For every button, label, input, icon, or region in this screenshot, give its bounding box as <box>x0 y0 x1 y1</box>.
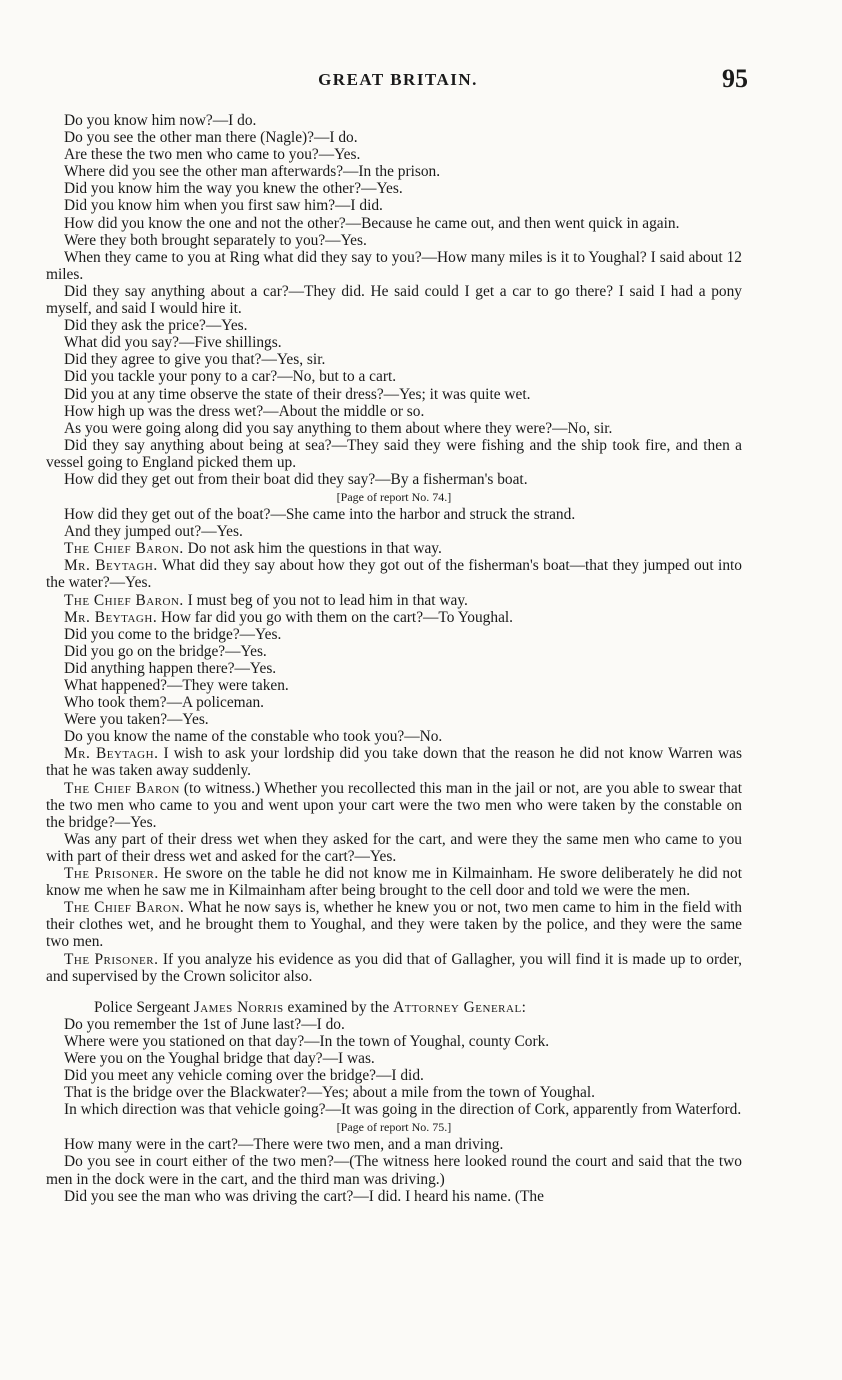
text-line: Were you on the Youghal bridge that day?—I was. <box>64 1049 375 1067</box>
speaker-name: The Chief Baron. <box>64 540 184 558</box>
text-line: Did they say anything about being at sea?—They said they were fishing and the ship took fire, and then a vessel going to England picked them up. <box>46 436 742 471</box>
text-line: Are these the two men who came to you?—Yes. <box>64 146 361 164</box>
text-line: Do you remember the 1st of June last?—I do. <box>64 1015 345 1033</box>
text-line: Did you at any time observe the state of their dress?—Yes; it was quite wet. <box>64 385 531 403</box>
speaker-text: Do not ask him the questions in that way. <box>183 540 442 558</box>
text-line: What did you say?—Five shillings. <box>64 334 282 352</box>
speaker-line <box>46 780 742 831</box>
speaker-name: The Chief Baron <box>64 779 180 797</box>
speaker-name: Mr. Beytagh. <box>64 608 158 626</box>
text-line: How many were in the cart?—There were two men, and a man driving. <box>64 1136 504 1154</box>
text-line: In which direction was that vehicle going?—It was going in the direction of Cork, apparently from Waterford. <box>64 1101 742 1119</box>
text-line: Did you see the man who was driving the cart?—I did. I heard his name. (The <box>64 1187 544 1205</box>
text-line: Was any part of their dress wet when they asked for the cart, and were they the same men who came to you with part of their dress wet and asked for the cart?—Yes. <box>46 830 742 865</box>
text-line: And they jumped out?—Yes. <box>64 523 243 541</box>
speaker-name: The Chief Baron. <box>64 591 184 609</box>
text-line: Did you know him when you first saw him?—I did. <box>64 197 383 215</box>
text-line: Did you know him the way you knew the other?—Yes. <box>64 180 403 198</box>
speaker-text: I wish to ask your lordship did you take down that the reason he did not know Warren was that he was taken away suddenly. <box>46 745 742 780</box>
speaker-text: What did they say about how they got out of the fisherman's boat—that they jumped out into the water?—Yes. <box>46 557 742 592</box>
text-line: Were they both brought separately to you?—Yes. <box>64 231 367 249</box>
text-line: When they came to you at Ring what did they say to you?—How many miles is it to Youghal? I said about 12 miles. <box>46 248 742 283</box>
text-line: Where were you stationed on that day?—In the town of Youghal, county Cork. <box>64 1032 550 1050</box>
text-line: Do you see in court either of the two men?—(The witness here looked round the court and said that the two men in the dock were in the cart, and the third man was driving.) <box>46 1153 742 1188</box>
speaker-line <box>46 865 742 899</box>
text-line: Did they ask the price?—Yes. <box>64 317 248 335</box>
speaker-line <box>46 592 742 609</box>
speaker-line <box>46 899 742 950</box>
text-line: Where did you see the other man afterwards?—In the prison. <box>64 163 441 181</box>
speaker-line <box>46 609 742 626</box>
page-reference: [Page of report No. 75.] <box>336 1120 452 1135</box>
speaker-line <box>46 745 742 779</box>
text-line: How did they get out of the boat?—She came into the harbor and struck the strand. <box>64 506 576 524</box>
running-head: GREAT BRITAIN. <box>318 70 478 89</box>
speaker-name: Mr. Beytagh. <box>64 557 158 575</box>
text-line: What happened?—They were taken. <box>64 677 289 694</box>
text-line: How high up was the dress wet?—About the middle or so. <box>64 402 425 420</box>
intro-text: : <box>521 998 526 1016</box>
text-line: As you were going along did you say anything to them about where they were?—No, sir. <box>64 419 613 437</box>
speaker-name: The Chief Baron. <box>64 899 185 917</box>
speaker-name: The Prisoner. <box>64 950 159 968</box>
text-line: Did you meet any vehicle coming over the bridge?—I did. <box>64 1067 424 1085</box>
text-line: How did you know the one and not the other?—Because he came out, and then went quick in again. <box>64 214 680 232</box>
text-line: Do you know him now?—I do. <box>64 112 257 129</box>
text-line: Did anything happen there?—Yes. <box>64 659 277 677</box>
speaker-name: Mr. Beytagh. <box>64 745 159 763</box>
text-line: Did you come to the bridge?—Yes. <box>64 625 282 643</box>
text-line: Did they agree to give you that?—Yes, sir. <box>64 351 326 369</box>
page-reference: [Page of report No. 74.] <box>336 490 452 505</box>
speaker-text: He swore on the table he did not know me in Kilmainham. He swore deliberately he did not know me when he saw me in Kilmainham after being brought to the cell door and told we were the men. <box>46 865 742 900</box>
speaker-text: I must beg of you not to lead him in that way. <box>183 591 468 609</box>
witness-intro <box>46 999 742 1016</box>
speaker-line <box>46 557 742 591</box>
speaker-text: (to witness.) Whether you recollected this man in the jail or not, are you able to swear that the two men who came to you and went upon your cart were the two men who were taken by the constable on the bridge?—Yes. <box>46 779 742 831</box>
intro-text: examined by the <box>283 998 394 1016</box>
page-header <box>48 64 748 94</box>
speaker-text: How far did you go with them on the cart?—To Youghal. <box>157 608 514 626</box>
body-text <box>46 112 742 1205</box>
speaker-line <box>46 540 742 557</box>
speaker-text: What he now says is, whether he knew you or not, two men came to him in the field with their clothes wet, and he brought them to Youghal, and they were taken by the police, and they were the same two men. <box>46 899 742 951</box>
examiner-name: Attorney General <box>393 998 522 1016</box>
text-line: Did you go on the bridge?—Yes. <box>64 642 267 660</box>
text-line: Did you tackle your pony to a car?—No, but to a cart. <box>64 368 397 386</box>
intro-text: Police Sergeant <box>94 998 194 1016</box>
speaker-line <box>46 951 742 985</box>
text-line: Do you know the name of the constable who took you?—No. <box>64 728 443 746</box>
witness-name: James Norris <box>193 998 284 1016</box>
speaker-name: The Prisoner. <box>64 865 159 883</box>
text-line: How did they get out from their boat did they say?—By a fisherman's boat. <box>64 470 528 488</box>
speaker-text: If you analyze his evidence as you did that of Gallagher, you will find it is made up to order, and supervised by the Crown solicitor also. <box>46 950 742 985</box>
text-line: Who took them?—A policeman. <box>64 694 265 712</box>
text-line: That is the bridge over the Blackwater?—Yes; about a mile from the town of Youghal. <box>64 1084 596 1102</box>
text-line: Do you see the other man there (Nagle)?—I do. <box>64 129 358 147</box>
text-line: Were you taken?—Yes. <box>64 711 209 729</box>
text-line: Did they say anything about a car?—They did. He said could I get a car to go there? I said I had a pony myself, and said I would hire it. <box>46 282 742 318</box>
page-number: 95 <box>722 64 748 93</box>
